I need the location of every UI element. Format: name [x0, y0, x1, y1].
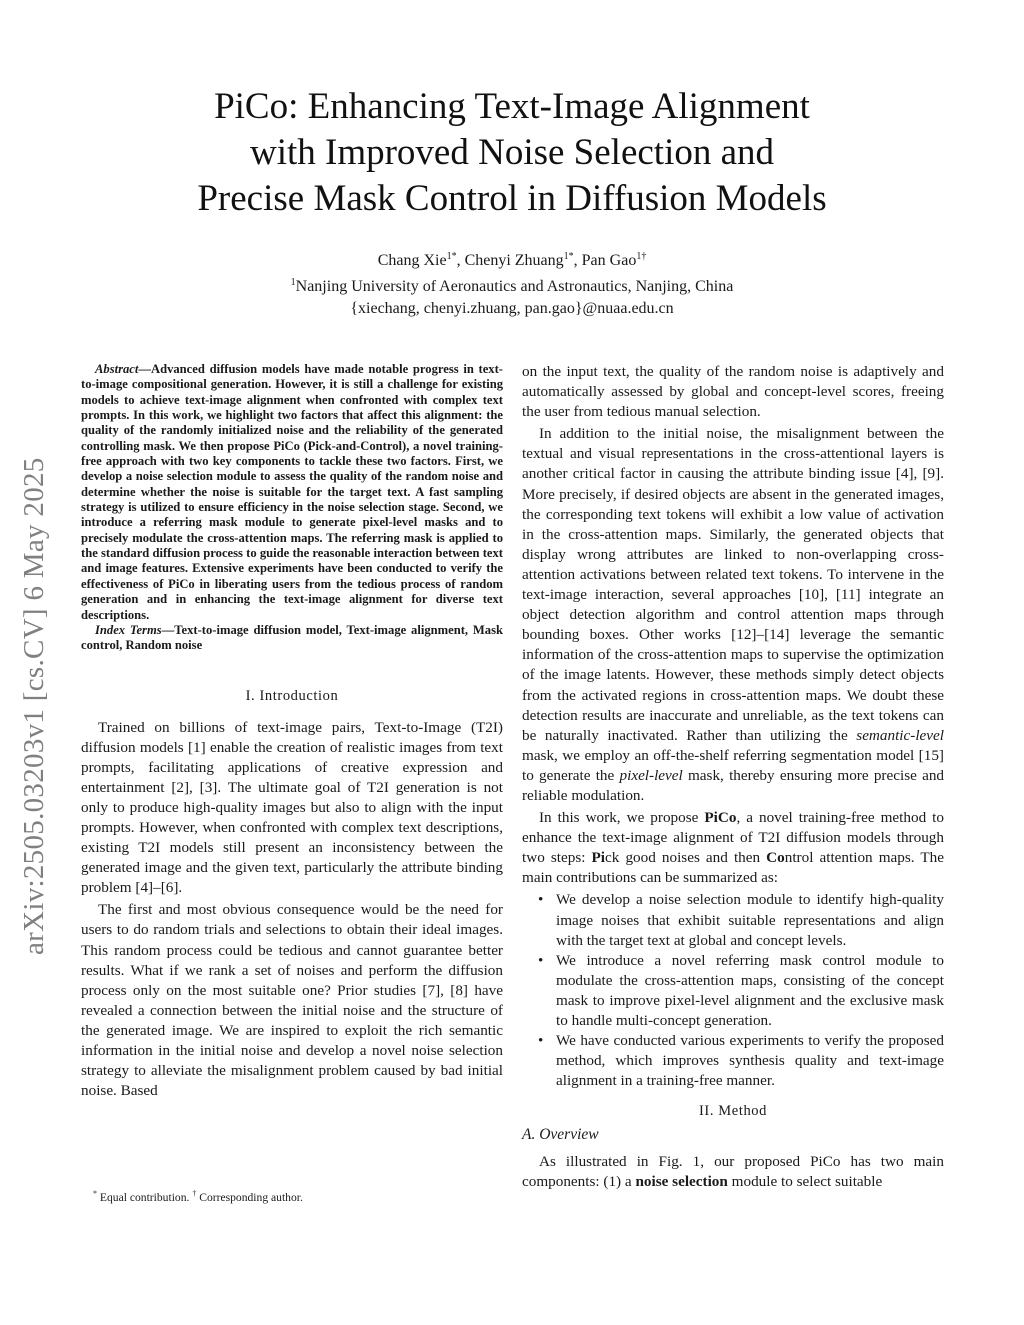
- arxiv-identifier: arXiv:2505.03203v1 [cs.CV] 6 May 2025: [18, 457, 50, 955]
- bullet-icon: •: [538, 951, 544, 969]
- author-name: Chang Xie: [377, 252, 447, 269]
- intro-paragraph-4: [522, 808, 944, 888]
- intro-paragraph-3: [522, 424, 944, 806]
- list-item-text: We introduce a novel referring mask control module to modulate the cross-attention maps, consisting of the concept mask to improve pixel-level alignment and the exclusive mask to handle multi-concept generation.: [556, 951, 944, 1029]
- author-marker: 1†: [636, 251, 647, 262]
- author-marker: 1*: [446, 251, 457, 262]
- paper-title: [100, 84, 924, 222]
- p4-bold-pi: Pi: [591, 849, 606, 867]
- abstract-label: Abstract: [95, 362, 139, 376]
- bullet-icon: •: [538, 891, 544, 909]
- intro-paragraph-2-continued: on the input text, the quality of the random noise is adaptively and automatically assessed by global and concept-level scores, freeing the user from tedious manual selection.: [522, 363, 944, 421]
- p3-text-mid: mask, we employ an off-the-shelf referring segmentation model [15] to generate the: [522, 746, 944, 784]
- p4-text-d: ck good noises and then: [605, 849, 767, 867]
- title-line-2: with Improved Noise Selection and: [249, 132, 775, 173]
- p4-text-c: , a novel training-free method to enhance the text-image alignment of T2I diffusion models through two steps:: [522, 809, 944, 867]
- index-terms-label: Index Terms: [95, 622, 162, 637]
- section-heading-introduction: I. Introduction: [245, 687, 339, 704]
- author-emails: {xiechang, chenyi.zhuang, pan.gao}@nuaa.edu.cn: [350, 300, 674, 317]
- p4-text-e: ntrol attention maps. The main contributions can be summarized as:: [522, 849, 944, 887]
- footnote: [93, 1187, 303, 1205]
- section-heading-method: II. Method: [698, 1103, 767, 1120]
- left-column: [81, 362, 503, 1103]
- affiliation-marker: 1: [290, 277, 296, 288]
- abstract: [81, 362, 503, 623]
- index-terms-text: —Text-to-image diffusion model, Text-image alignment, Mask control, Random noise: [81, 622, 503, 653]
- author-list: Chang Xie$^{1*}$, Chenyi Zhuang$^{1*}$, Pan Gao$^{1\dagger}$: [377, 251, 647, 269]
- bullet-icon: •: [538, 1032, 544, 1050]
- p3-emphasis-pixel: pixel-level: [619, 766, 683, 784]
- p3-emphasis-semantic: semantic-level: [856, 726, 944, 744]
- affiliation-text: Nanjing University of Aeronautics and Astronautics, Nanjing, China: [295, 278, 734, 295]
- footnote-text-equal: Equal contribution.: [97, 1191, 193, 1204]
- title-line-3: Precise Mask Control in Diffusion Models: [197, 178, 827, 219]
- footnote-mark-corresponding: †: [192, 1189, 197, 1198]
- affiliation: [100, 272, 924, 298]
- intro-paragraph-1: Trained on billions of text-image pairs, Text-to-Image (T2I) diffusion models [1] enable the creation of realistic images from text prompts, facilitating applications of creative expression and entertainment [2], [3]. The ultimate goal of T2I generation is not only to produce high-quality images but also to align with the input prompts. However, when confronted with complex text descriptions, existing T2I models still present an inconsistency between the generated image and the given text, particularly the attribute binding problem [4]–[6].: [81, 718, 503, 897]
- list-item: [522, 951, 944, 1031]
- author-name: Pan Gao: [581, 252, 637, 269]
- title-line-1: PiCo: Enhancing Text-Image Alignment: [214, 86, 810, 127]
- author-marker: 1*: [563, 251, 574, 262]
- list-item: [522, 890, 944, 950]
- method-text-c: module to select suitable: [727, 1173, 883, 1191]
- p3-text: In addition to the initial noise, the misalignment between the textual and visual representations in the cross-attentional layers is another critical factor in causing the attribute binding issue [4], [9]. More precisely, if desired objects are absent in the generated images, the corresponding text tokens will exhibit a low value of activation in the cross-attention maps. Similarly, the generated objects that display wrong attributes are linked to non-overlapping cross-attention activations between related text tokens. To intervene in the text-image interaction, several approaches [10], [11] integrate an object detection algorithm and control attention maps through bounding boxes. Other works [12]–[14] leverage the semantic information of the cross-attention maps to supervise the optimization of the image latents. However, these methods simply detect objects from the activated regions in cross-attention maps. We doubt these detection results are inaccurate and unreliable, as the text tokens can be naturally inactivated. Rather than utilizing the: [522, 425, 944, 744]
- right-column: [522, 362, 944, 1195]
- footnote-text-corresponding: Corresponding author.: [196, 1191, 303, 1204]
- subsection-heading-overview: A. Overview: [522, 1126, 599, 1144]
- author-name: Chenyi Zhuang: [464, 252, 564, 269]
- index-terms: [81, 623, 503, 654]
- p4-text-a: In this work, we propose: [539, 809, 705, 827]
- p4-bold-co: Co: [766, 849, 785, 867]
- method-bold-noise-selection: noise selection: [635, 1173, 728, 1191]
- list-item-text: We have conducted various experiments to verify the proposed method, which improves synthesis quality and text-image alignment in a training-free manner.: [556, 1032, 944, 1090]
- author-block: [100, 246, 924, 320]
- list-item: [522, 1031, 944, 1091]
- footnote-mark-equal: *: [93, 1189, 97, 1198]
- p3-text-end: mask, thereby ensuring more precise and reliable modulation.: [522, 766, 945, 804]
- list-item-text: We develop a noise selection module to identify high-quality image noises that exhibit suitable representations and align with the target text at global and concept levels.: [556, 891, 944, 949]
- method-text-a: As illustrated in Fig. 1, our proposed PiCo has two main components: (1) a: [522, 1153, 944, 1191]
- method-paragraph-1: [522, 1152, 944, 1192]
- contributions-list: [522, 890, 944, 1091]
- p4-bold-pico: PiCo: [704, 809, 737, 827]
- abstract-text: —Advanced diffusion models have made notable progress in text-to-image compositional generation. However, it is still a challenge for existing models to achieve text-image alignment when confronted with complex text prompts. In this work, we highlight two factors that affect this alignment: the quality of the randomly initialized noise and the reliability of the generated controlling mask. We then propose PiCo (Pick-and-Control), a novel training-free approach with two key components to tackle these two factors. First, we develop a noise selection module to assess the quality of the random noise and determine whether the noise is suitable for the target text. A fast sampling strategy is utilized to ensure efficiency in the noise selection stage. Second, we introduce a referring mask module to generate pixel-level masks and to precisely modulate the cross-attention maps. The referring mask is applied to the standard diffusion process to guide the reasonable interaction between text and image features. Extensive experiments have been conducted to verify the effectiveness of PiCo in liberating users from the tedious process of random generation and in enhancing the text-image alignment for diverse text descriptions.: [81, 362, 503, 622]
- intro-paragraph-2: The first and most obvious consequence would be the need for users to do random trials and selections to obtain their ideal images. This random process could be tedious and cannot guarantee better results. What if we rank a set of noises and perform the diffusion process only on the most suitable one? Prior studies [7], [8] have revealed a connection between the initial noise and the structure of the generated image. We are inspired to exploit the rich semantic information in the initial noise and develop a novel noise selection strategy to alleviate the misalignment problem caused by bad initial noise. Based: [81, 901, 503, 1100]
